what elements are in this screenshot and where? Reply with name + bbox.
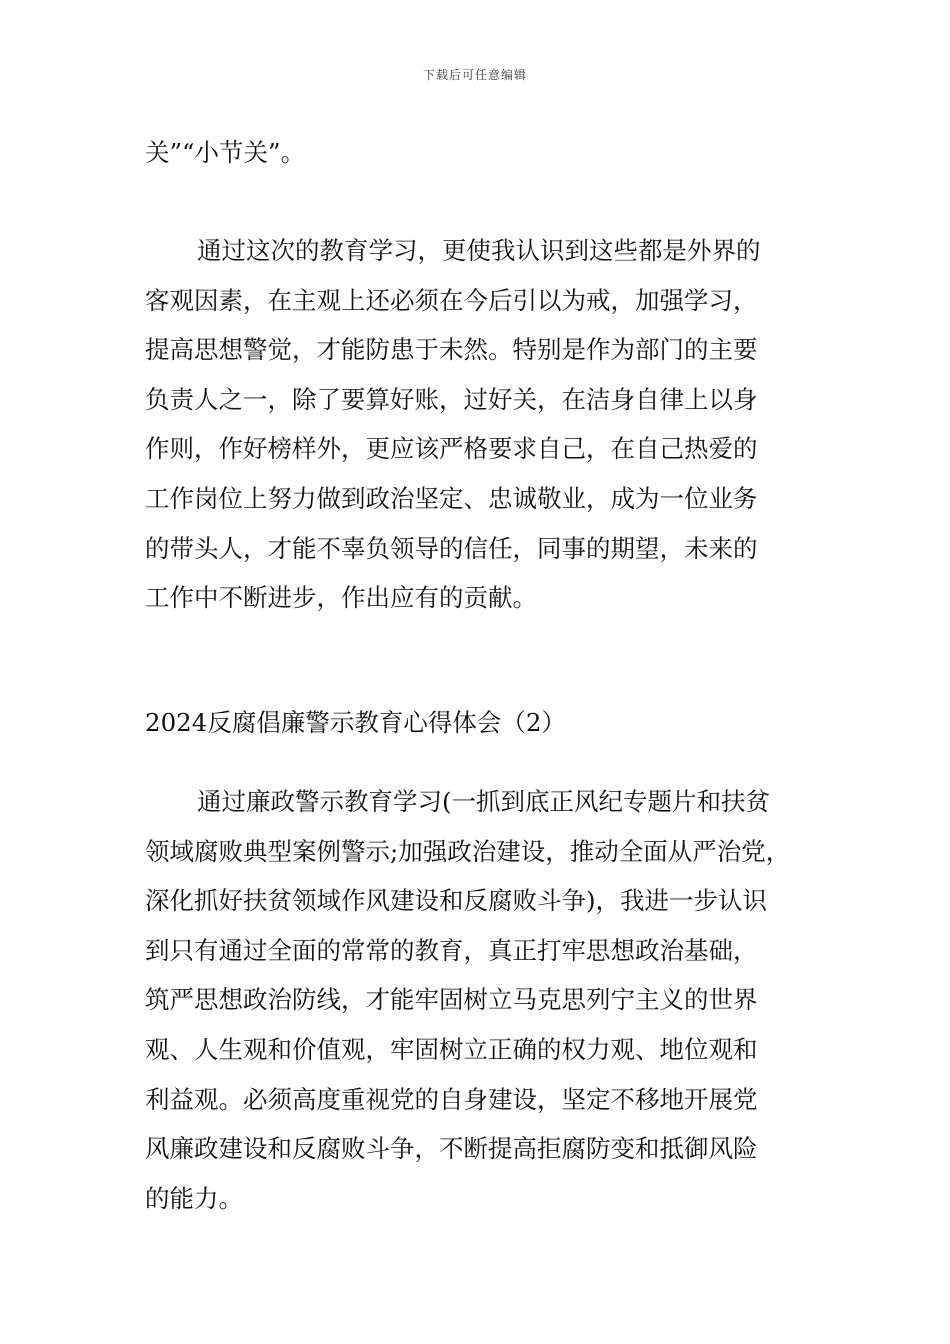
section-title: 2024反腐倡廉警示教育心得体会（2） xyxy=(145,708,566,737)
text-line: 深化抓好扶贫领域作风建设和反腐败斗争)，我进一步认识 xyxy=(145,886,768,916)
text-line: 作则，作好榜样外，更应该严格要求自己，在自己热爱的 xyxy=(145,434,758,464)
text-line: 观、人生观和价值观，牢固树立正确的权力观、地位观和 xyxy=(145,1034,758,1064)
paragraph-2 xyxy=(145,777,810,1223)
text-line: 关”“小节关”。 xyxy=(145,138,306,167)
text-line: 领域腐败典型案例警示;加强政治建设，推动全面从严治党， xyxy=(145,836,791,866)
text-line: 客观因素，在主观上还必须在今后引以为戒，加强学习， xyxy=(145,285,758,315)
text-line: 通过这次的教育学习，更使我认识到这些都是外界的 xyxy=(197,236,761,265)
paragraph-continuation xyxy=(145,128,810,178)
header-note: 下载后可任意编辑 xyxy=(422,68,527,82)
text-line: 工作岗位上努力做到政治坚定、忠诚敬业，成为一位业务 xyxy=(145,483,758,513)
text-line: 工作中不断进步，作出应有的贡献。 xyxy=(145,583,537,613)
text-line: 筑严思想政治防线，才能牢固树立马克思列宁主义的世界 xyxy=(145,985,758,1015)
text-line: 风廉政建设和反腐败斗争，不断提高拒腐防变和抵御风险 xyxy=(145,1134,758,1164)
text-line: 到只有通过全面的常常的教育，真正打牢思想政治基础， xyxy=(145,935,758,965)
text-line: 提高思想警觉，才能防患于未然。特别是作为部门的主要 xyxy=(145,335,758,365)
text-line: 利益观。必须高度重视党的自身建设，坚定不移地开展党 xyxy=(145,1084,758,1114)
paragraph-1 xyxy=(145,226,810,623)
text-line: 通过廉政警示教育学习(一抓到底正风纪专题片和扶贫 xyxy=(197,787,771,816)
text-line: 的带头人，才能不辜负领导的信任，同事的期望，未来的 xyxy=(145,533,758,563)
text-line: 负责人之一，除了要算好账，过好关，在洁身自律上以身 xyxy=(145,384,758,414)
text-line: 的能力。 xyxy=(145,1183,243,1213)
